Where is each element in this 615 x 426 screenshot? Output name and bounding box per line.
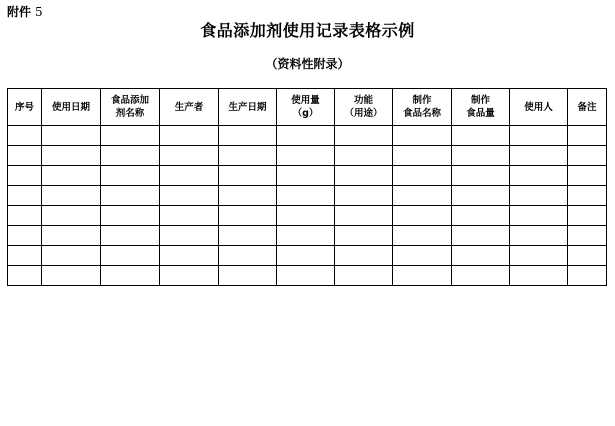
table-cell (452, 266, 510, 286)
table-cell (160, 246, 219, 266)
header-function: 功能 （用途） (335, 89, 393, 126)
table-cell (335, 226, 393, 246)
table-cell (452, 246, 510, 266)
table-cell (335, 146, 393, 166)
table-cell (510, 226, 568, 246)
annex-label-text: 附件 (7, 5, 32, 19)
table-cell (335, 166, 393, 186)
table-cell (8, 146, 42, 166)
table-cell (8, 226, 42, 246)
table-cell (101, 206, 160, 226)
table-cell (8, 126, 42, 146)
table-cell (219, 126, 277, 146)
record-table (7, 88, 607, 286)
table-cell (568, 166, 607, 186)
table-cell (510, 166, 568, 186)
table-cell (393, 206, 452, 226)
document-title: 食品添加剂使用记录表格示例 (200, 21, 415, 40)
table-cell (219, 226, 277, 246)
table-cell (393, 126, 452, 146)
table-cell (510, 266, 568, 286)
table-cell (101, 246, 160, 266)
table-cell (219, 166, 277, 186)
table-cell (277, 226, 335, 246)
table-row (8, 186, 607, 206)
table-cell (8, 166, 42, 186)
table-cell (101, 266, 160, 286)
table-cell (335, 246, 393, 266)
table-cell (277, 146, 335, 166)
table-cell (160, 166, 219, 186)
annex-number: 5 (35, 5, 43, 19)
table-row (8, 266, 607, 286)
table-cell (393, 226, 452, 246)
table-cell (452, 226, 510, 246)
table-cell (8, 266, 42, 286)
table-cell (101, 146, 160, 166)
header-producer: 生产者 (160, 89, 219, 126)
header-additive-name: 食品添加 剂名称 (101, 89, 160, 126)
table-cell (160, 226, 219, 246)
table-cell (393, 166, 452, 186)
header-food-quantity: 制作 食品量 (452, 89, 510, 126)
table-cell (568, 266, 607, 286)
header-usage-amount: 使用量 （g） (277, 89, 335, 126)
table-row (8, 206, 607, 226)
table-cell (393, 186, 452, 206)
table-cell (568, 246, 607, 266)
table-cell (42, 206, 101, 226)
annex-label (7, 5, 43, 19)
table-cell (101, 166, 160, 186)
header-food-name: 制作 食品名称 (393, 89, 452, 126)
table-cell (101, 126, 160, 146)
table-cell (510, 186, 568, 206)
table-row (8, 246, 607, 266)
table-cell (452, 166, 510, 186)
table-row (8, 166, 607, 186)
table-cell (510, 206, 568, 226)
table-cell (568, 146, 607, 166)
document-subtitle: （资料性附录） (265, 57, 350, 71)
table-cell (219, 206, 277, 226)
table-cell (8, 246, 42, 266)
table-cell (568, 226, 607, 246)
table-cell (452, 186, 510, 206)
table-cell (160, 126, 219, 146)
table-cell (393, 146, 452, 166)
table-cell (568, 206, 607, 226)
table-cell (335, 126, 393, 146)
table-cell (101, 226, 160, 246)
table-cell (42, 266, 101, 286)
table-cell (277, 126, 335, 146)
table-cell (160, 146, 219, 166)
header-user: 使用人 (510, 89, 568, 126)
table-cell (160, 266, 219, 286)
table-cell (510, 126, 568, 146)
header-production-date: 生产日期 (219, 89, 277, 126)
table-cell (42, 246, 101, 266)
table-cell (8, 206, 42, 226)
table-cell (335, 266, 393, 286)
table-cell (42, 166, 101, 186)
table-cell (452, 146, 510, 166)
table-row (8, 226, 607, 246)
table-cell (160, 186, 219, 206)
table-cell (277, 266, 335, 286)
table-cell (219, 146, 277, 166)
table-cell (510, 246, 568, 266)
header-usage-date: 使用日期 (42, 89, 101, 126)
table-cell (452, 126, 510, 146)
header-serial-number: 序号 (8, 89, 42, 126)
table-row (8, 146, 607, 166)
header-remarks: 备注 (568, 89, 607, 126)
table-cell (568, 186, 607, 206)
table-cell (160, 206, 219, 226)
table-cell (335, 206, 393, 226)
table-cell (42, 146, 101, 166)
table-cell (510, 146, 568, 166)
table-cell (393, 266, 452, 286)
table-cell (219, 186, 277, 206)
table-cell (452, 206, 510, 226)
table-cell (277, 166, 335, 186)
table-cell (277, 246, 335, 266)
table-cell (8, 186, 42, 206)
table-cell (42, 126, 101, 146)
table-cell (42, 226, 101, 246)
table-cell (42, 186, 101, 206)
table-cell (335, 186, 393, 206)
table-cell (568, 126, 607, 146)
table-body (8, 126, 607, 286)
table-cell (277, 206, 335, 226)
table-cell (277, 186, 335, 206)
table-cell (393, 246, 452, 266)
table-cell (219, 266, 277, 286)
table-header-row (8, 89, 607, 126)
table-cell (101, 186, 160, 206)
table-row (8, 126, 607, 146)
table-cell (219, 246, 277, 266)
